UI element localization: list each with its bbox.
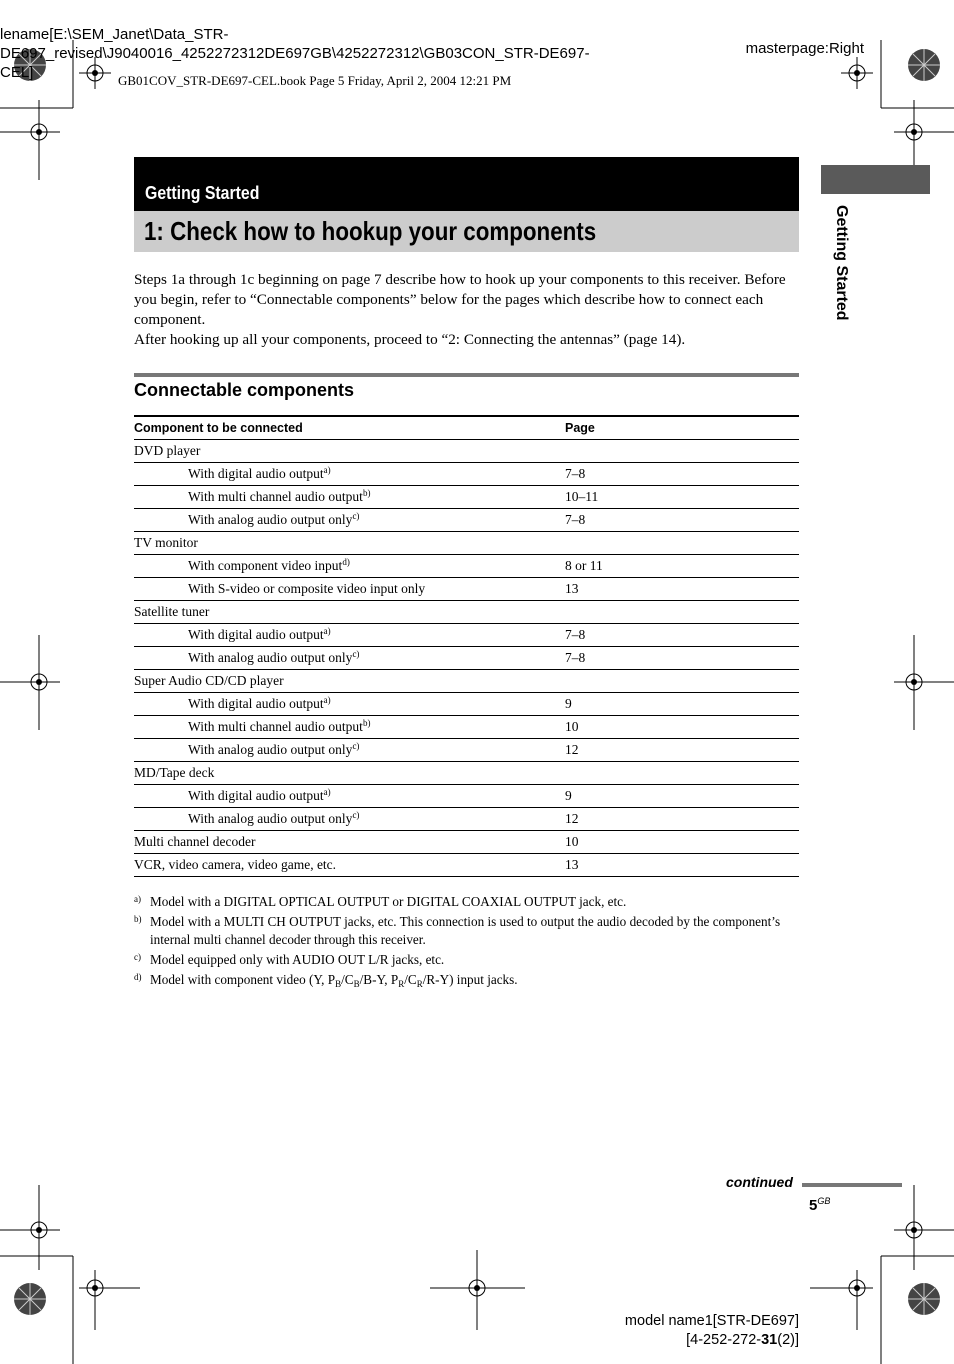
component-cell bbox=[134, 578, 565, 601]
column-header: Page bbox=[565, 416, 799, 440]
component-cell bbox=[134, 601, 565, 624]
footnote-text: Model equipped only with AUDIO OUT L/R jacks, etc. bbox=[150, 952, 445, 967]
component-cell bbox=[134, 647, 565, 670]
page-cell bbox=[565, 670, 799, 693]
page-number-suffix: GB bbox=[817, 1196, 831, 1206]
component-label: Satellite tuner bbox=[134, 604, 210, 619]
component-cell bbox=[134, 509, 565, 532]
intro-paragraph: Steps 1a through 1c beginning on page 7 describe how to hook up your components to this receiver. Before you begin, refer to “Connectable components” below for the pages which describe how to connect each component. bbox=[134, 271, 786, 328]
footnote-text: Model with a DIGITAL OPTICAL OUTPUT or DIGITAL COAXIAL OUTPUT jack, etc. bbox=[150, 894, 627, 909]
page-cell: 7–8 bbox=[565, 647, 799, 670]
component-cell bbox=[134, 808, 565, 831]
page-cell bbox=[565, 532, 799, 555]
page-cell: 9 bbox=[565, 693, 799, 716]
component-cell bbox=[134, 555, 565, 578]
page-cell: 7–8 bbox=[565, 624, 799, 647]
footnote-ref: d) bbox=[342, 557, 350, 567]
page-cell: 10–11 bbox=[565, 486, 799, 509]
table-row bbox=[134, 555, 799, 578]
component-label: VCR, video camera, video game, etc. bbox=[134, 857, 337, 872]
subheading-rule bbox=[134, 373, 799, 377]
component-label: With digital audio output bbox=[188, 788, 324, 803]
footnote-text: Model with component video (Y, $P_B/C_B/B-Y$, $P_R/C_R/R-Y$) input jacks. bbox=[150, 972, 518, 989]
component-label: Multi channel decoder bbox=[134, 834, 256, 849]
header-masterpage: masterpage:Right bbox=[745, 40, 864, 57]
table-row bbox=[134, 785, 799, 808]
footer-model-info bbox=[625, 1312, 799, 1350]
component-label: With digital audio output bbox=[188, 466, 324, 481]
footnote-ref: a) bbox=[323, 465, 331, 475]
component-cell bbox=[134, 716, 565, 739]
side-tab-label bbox=[828, 205, 852, 345]
continued-bar bbox=[802, 1183, 902, 1187]
table-row bbox=[134, 578, 799, 601]
page-cell: 13 bbox=[565, 854, 799, 877]
page-cell: 10 bbox=[565, 716, 799, 739]
page-cell: 10 bbox=[565, 831, 799, 854]
footnote-ref: c) bbox=[352, 511, 360, 521]
footnote-mark: c) bbox=[134, 952, 141, 962]
table-row bbox=[134, 693, 799, 716]
component-label: MD/Tape deck bbox=[134, 765, 215, 780]
table-row bbox=[134, 440, 799, 463]
footnote-ref: a) bbox=[323, 695, 331, 705]
intro-paragraph: After hooking up all your components, proceed to “2: Connecting the antennas” (page 14). bbox=[134, 331, 686, 348]
table-row bbox=[134, 509, 799, 532]
page-cell bbox=[565, 762, 799, 785]
component-cell bbox=[134, 532, 565, 555]
intro-text bbox=[134, 270, 804, 350]
footer-line-2: [4-252-272-31(2)] bbox=[686, 1332, 799, 1348]
page-cell: 13 bbox=[565, 578, 799, 601]
page-title: 1: Check how to hookup your components bbox=[144, 216, 597, 246]
footnote-mark: a) bbox=[134, 894, 141, 904]
footnote-ref: c) bbox=[352, 741, 360, 751]
page-cell: 7–8 bbox=[565, 509, 799, 532]
component-label: Super Audio CD/CD player bbox=[134, 673, 284, 688]
page-cell: 8 or 11 bbox=[565, 555, 799, 578]
component-label: TV monitor bbox=[134, 535, 198, 550]
continued-label: continued bbox=[726, 1174, 793, 1190]
header-book-info: GB01COV_STR-DE697-CEL.book Page 5 Friday, April 2, 2004 12:21 PM bbox=[118, 73, 512, 88]
component-cell bbox=[134, 440, 565, 463]
table-row bbox=[134, 532, 799, 555]
component-cell bbox=[134, 762, 565, 785]
footnote-text: Model with a MULTI CH OUTPUT jacks, etc. This connection is used to output the audio decoded by the component’s internal multi channel decoder through this receiver. bbox=[150, 914, 781, 947]
page-cell bbox=[565, 601, 799, 624]
section-category: Getting Started bbox=[145, 183, 260, 203]
component-cell bbox=[134, 463, 565, 486]
component-cell bbox=[134, 854, 565, 877]
table-row bbox=[134, 716, 799, 739]
side-tab-text: Getting Started bbox=[833, 205, 850, 321]
table-header-row bbox=[134, 416, 799, 440]
column-header: Component to be connected bbox=[134, 416, 565, 440]
page-cell: 12 bbox=[565, 739, 799, 762]
component-label: With analog audio output only bbox=[188, 512, 353, 527]
footnote-ref: b) bbox=[362, 488, 371, 498]
table-row bbox=[134, 647, 799, 670]
component-label: With analog audio output only bbox=[188, 650, 353, 665]
table-row bbox=[134, 601, 799, 624]
table-row bbox=[134, 854, 799, 877]
section-category-bar bbox=[134, 157, 799, 211]
header-filename: lename[E:\SEM_Janet\Data_STR- DE697_revised\J9040016_4252272312DE697GB\4252272312\GB03CON_STR-DE697- CEL] bbox=[0, 26, 590, 81]
components-table bbox=[134, 415, 799, 877]
page-number: $5^{GB}$ bbox=[809, 1196, 831, 1214]
page-cell: 12 bbox=[565, 808, 799, 831]
table-row bbox=[134, 808, 799, 831]
component-label: With multi channel audio output bbox=[188, 719, 363, 734]
footnote-mark: d) bbox=[134, 972, 142, 982]
side-tab-marker bbox=[821, 165, 930, 194]
component-label: With digital audio output bbox=[188, 627, 324, 642]
component-label: With multi channel audio output bbox=[188, 489, 363, 504]
footer-line-1: model name1[STR-DE697] bbox=[624, 1313, 799, 1329]
page-title-bar bbox=[134, 211, 799, 252]
table-row bbox=[134, 762, 799, 785]
footnote-c bbox=[134, 951, 804, 969]
page-cell: 9 bbox=[565, 785, 799, 808]
page-cell bbox=[565, 440, 799, 463]
table-row bbox=[134, 670, 799, 693]
footnote-ref: b) bbox=[362, 718, 371, 728]
footnote-d bbox=[134, 971, 804, 989]
table-row bbox=[134, 624, 799, 647]
table-row bbox=[134, 486, 799, 509]
subheading: Connectable components bbox=[134, 380, 355, 400]
table-row bbox=[134, 831, 799, 854]
component-label: With analog audio output only bbox=[188, 811, 353, 826]
footnotes bbox=[134, 893, 804, 991]
footnote-ref: a) bbox=[323, 626, 331, 636]
component-cell bbox=[134, 693, 565, 716]
footnote-mark: b) bbox=[134, 914, 142, 924]
table-body bbox=[134, 440, 799, 877]
component-label: With S-video or composite video input only bbox=[188, 581, 426, 596]
component-cell bbox=[134, 486, 565, 509]
footnote-ref: c) bbox=[352, 810, 360, 820]
component-cell bbox=[134, 624, 565, 647]
footnote-ref: a) bbox=[323, 787, 331, 797]
footnote-ref: c) bbox=[352, 649, 360, 659]
component-label: With analog audio output only bbox=[188, 742, 353, 757]
component-label: With digital audio output bbox=[188, 696, 324, 711]
component-cell bbox=[134, 670, 565, 693]
footnote-a bbox=[134, 893, 804, 911]
component-cell bbox=[134, 785, 565, 808]
table-row bbox=[134, 739, 799, 762]
component-label: DVD player bbox=[134, 443, 201, 458]
component-cell bbox=[134, 739, 565, 762]
component-cell bbox=[134, 831, 565, 854]
page-cell: 7–8 bbox=[565, 463, 799, 486]
table-row bbox=[134, 463, 799, 486]
footnote-b bbox=[134, 913, 804, 949]
component-label: With component video input bbox=[188, 558, 343, 573]
